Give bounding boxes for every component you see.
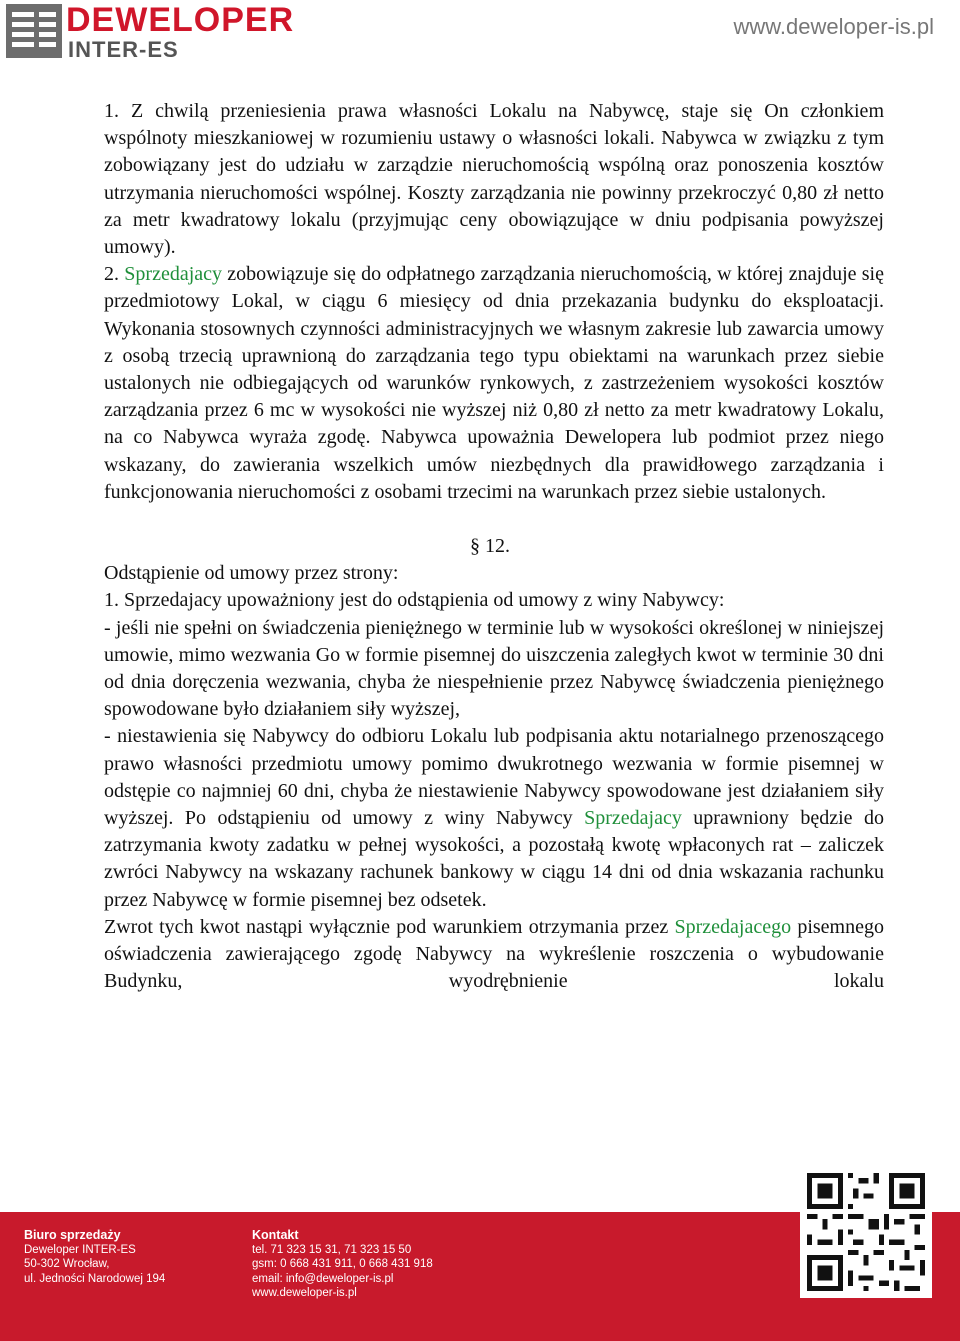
section-number: § 12. (470, 535, 510, 558)
contact-gsm: gsm: 0 668 431 911, 0 668 431 918 (252, 1258, 433, 1270)
seller-term: Sprzedajacego (674, 915, 792, 938)
brand-subtitle: INTER-ES (68, 37, 179, 62)
contact-website-link[interactable]: www.deweloper-is.pl (252, 1287, 357, 1299)
sales-office-line: ul. Jedności Narodowej 194 (24, 1272, 166, 1285)
section-symbol: § (470, 535, 480, 558)
sales-office-heading: Biuro sprzedaży (24, 1228, 121, 1242)
contact-block (252, 1228, 433, 1301)
brand-name: DEWELOPER (66, 1, 295, 39)
sales-office-line: Deweloper INTER-ES (24, 1243, 136, 1256)
paragraph-refund: Zwrot tych kwot nastąpi wyłącznie pod warunkiem otrzymania przez Sprzedajacego pisemnego oświadczenia zawierającego zgodę Nabywcy na wykreślenie roszczenia o wybudowanie Budynku, wyodrębnienie lokalu (104, 915, 884, 993)
contract-text (104, 98, 884, 996)
sales-office-line: 50-302 Wrocław, (24, 1258, 110, 1270)
contact-heading: Kontakt (252, 1228, 299, 1242)
sales-office-block (24, 1228, 165, 1286)
paragraph-management-number: 2. (104, 263, 125, 286)
page-header (0, 0, 960, 80)
paragraph-withdrawal-payment: - jeśli nie spełni on świadczenia pieniężnego w terminie lub w wysokości określonej w niniejszej umowie, mimo wezwania Go w formie pisemnej do uiszczenia zaległych kwot w terminie 30 dni od dnia doręczenia wezwania, chyba że niespełnienie przez Nabywcę świadczenia pieniężnego spowodowane było działaniem siły wyższej, (104, 616, 884, 721)
contact-phone: tel. 71 323 15 31, 71 323 15 50 (252, 1243, 412, 1256)
company-logo-icon (6, 4, 62, 58)
paragraph-management-text: zobowiązuje się do odpłatnego zarządzania nieruchomością, w której znajduje się przedmiotowy Lokal, w ciągu 6 miesięcy od dnia przekazania budynku do eksploatacji. Wykonania stosownych czynności administracyjnych we własnym zakresie lub zawarcia umowy z osobą trzecią uprawnioną do zarządzania tego typu obiektami na warunkach przez siebie ustalonych nie odbiegających od warunków rynkowych, z zastrzeżeniem wysokości kosztów zarządzania przez 6 mc w wysokości nie wyższej niż 0,80 zł netto za metr kwadratowy Lokalu, na co Nabywca wyraża zgodę. Nabywca upoważnia Dewelopera lub podmiot przez niego wskazany, do zawierania wszelkich umów niezbędnych dla prawidłowego zarządzania i funkcjonowania nieruchomości z osobami trzecimi na warunkach przez siebie ustalonych. (104, 263, 884, 503)
paragraph-ownership: 1. Z chwilą przeniesienia prawa własności Lokalu na Nabywcę, staje się On członkiem wspólnoty mieszkaniowej w rozumieniu ustawy o własności lokali. Nabywca w związku z tym zobowiązany jest do udziału w zarządzie nieruchomością wspólną oraz ponoszenia kosztów utrzymania nieruchomości wspólnej. Koszty zarządzania nie powinny przekroczyć 0,80 zł netto za metr kwadratowy lokalu (przyjmując ceny obowiązujące w dniu podpisania powyższej umowy). (104, 100, 884, 259)
seller-term: Sprzedajacy (584, 807, 682, 830)
paragraph-withdrawal-intro: 1. Sprzedajacy upoważniony jest do odstąpienia od umowy z winy Nabywcy: (104, 589, 725, 612)
seller-term: Sprzedajacy (124, 263, 223, 286)
section-heading: Odstąpienie od umowy przez strony: (104, 562, 399, 585)
header-website-link[interactable]: www.deweloper-is.pl (733, 14, 934, 39)
contact-email-link[interactable]: email: info@deweloper-is.pl (252, 1272, 394, 1285)
paragraph-management (104, 261, 884, 506)
paragraph-withdrawal-absence: - niestawienia się Nabywcy do odbioru Lokalu lub podpisania aktu notarialnego przenoszącego prawo własności przedmiotu umowy pomimo dwukrotnego wezwania w formie pisemnej w odstępie co najmniej 60 dni, chyba że niestawienie Nabywcy spowodowane jest działaniem siły wyższej. Po odstąpieniu od umowy z winy Nabywcy Sprzedajacy uprawniony będzie do zatrzymania kwoty zadatku w pełnej wysokości, a pozostałą kwotę wpłaconych rat – zaliczek zwróci Nabywcy na wskazany rachunek bankowy w ciągu 14 dni od dnia wskazania rachunku przez Nabywcę w formie pisemnej bez odsetek. (104, 725, 884, 911)
qr-code-icon (800, 1166, 932, 1298)
